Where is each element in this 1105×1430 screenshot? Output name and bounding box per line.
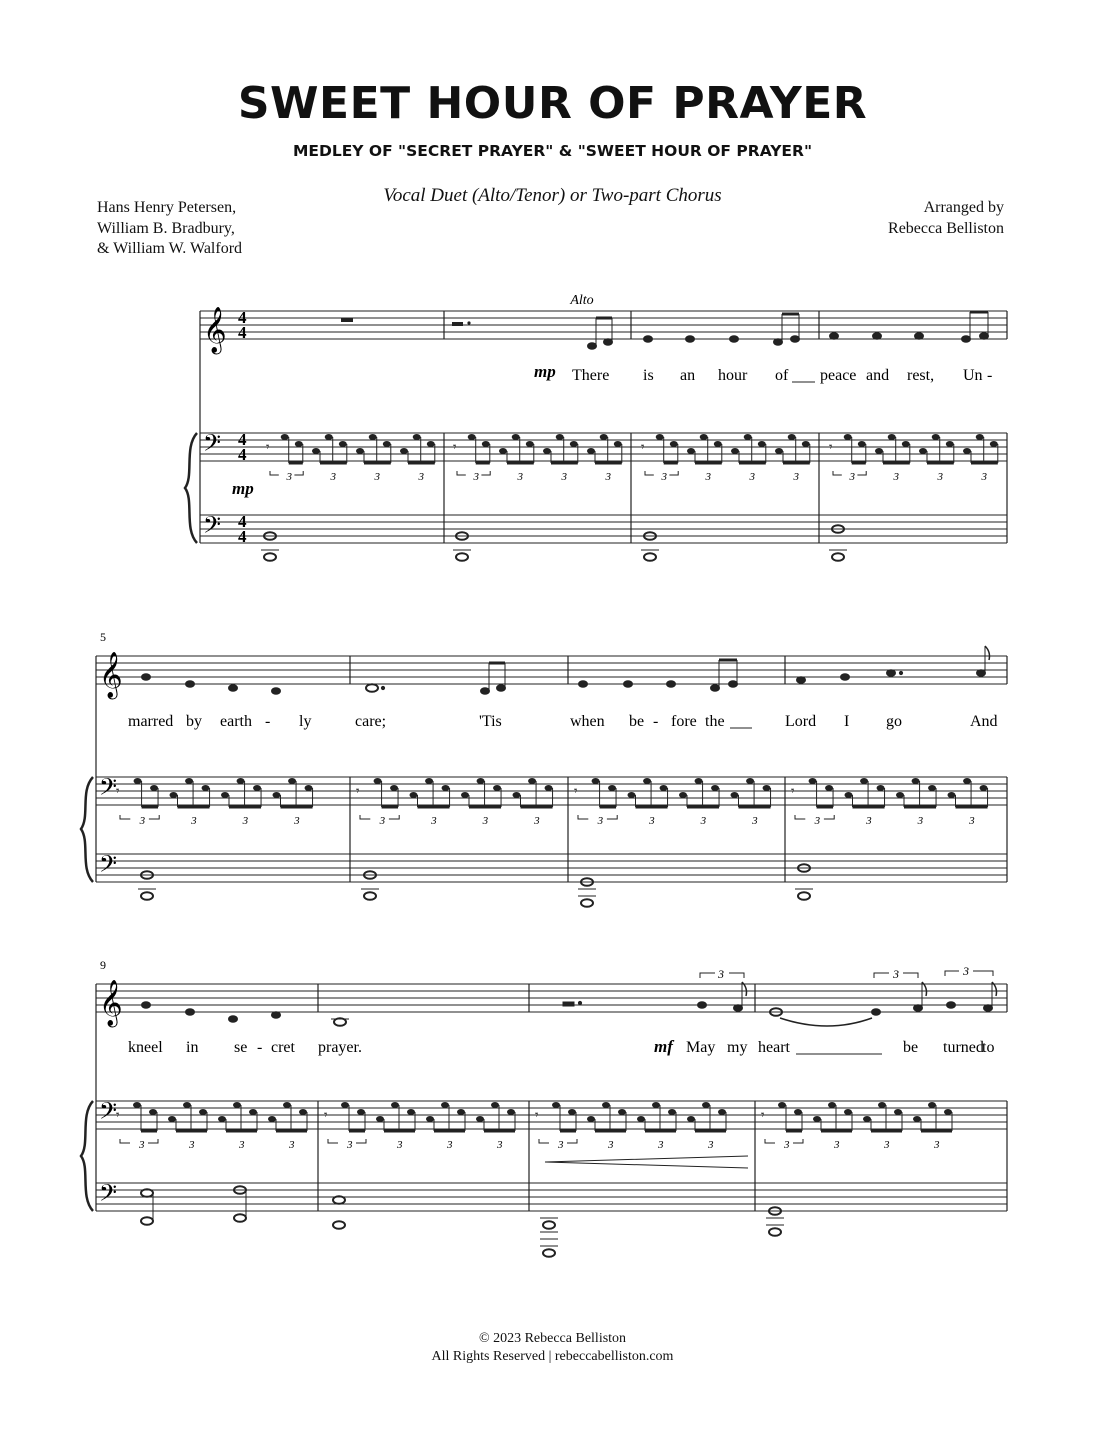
lyric-syllable: cret [271,1039,295,1056]
eighth-rest-icon: 𝄾 [116,1107,120,1122]
treble-clef-icon: 𝄞 [99,652,123,698]
system-2 [81,630,1007,907]
bass-clef-icon: 𝄢 [99,773,118,806]
copyright-line: © 2023 Rebecca Belliston [478,1331,627,1346]
lyrics-line [572,367,992,384]
svg-text:4: 4 [238,430,247,449]
tuplet-number: 3 [330,471,336,483]
tuplet-number: 3 [708,1139,714,1151]
lyric-syllable: is [643,367,654,384]
lyric-syllable: earth [220,713,252,730]
lyric-syllable: May [686,1039,716,1056]
lyric-syllable: Un [963,367,983,384]
lyric-syllable: Lord [785,713,817,730]
lyric-syllable: kneel [128,1039,163,1056]
eighth-rest-icon: 𝄾 [791,783,795,798]
voice-tuplet-numbers [717,964,969,981]
eighth-rest-icon: 𝄾 [574,783,578,798]
tuplet-number: 3 [139,1139,145,1151]
eighth-rest-icon: 𝄾 [829,439,833,454]
tuplet-number: 3 [418,471,424,483]
eighth-rest-icon: 𝄾 [453,439,457,454]
eighth-rest-icon: 𝄾 [116,783,120,798]
tuplet-number: 3 [814,815,821,827]
measure-number: 9 [100,958,106,972]
staff-lines [200,311,1007,543]
piano-brace [81,1101,93,1211]
lyric-syllable: se [234,1039,248,1056]
tuplet-number: 3 [191,815,197,827]
lyric-syllable: the [705,713,725,730]
lyrics-line [128,1039,994,1056]
voicing-note: Vocal Duet (Alto/Tenor) or Two-part Chorus [383,185,722,206]
piano-brace [185,433,197,543]
lyric-syllable: an [680,367,696,384]
tuplet-number: 3 [893,471,899,483]
tuplet-number: 3 [884,1139,890,1151]
tuplet-number: 3 [289,1139,295,1151]
tuplet-number: 3 [605,471,611,483]
time-signature [238,308,247,546]
svg-text:3: 3 [963,964,969,978]
svg-text:4: 4 [238,445,247,464]
tuplet-number: 3 [558,1139,564,1151]
tuplet-number: 3 [374,471,380,483]
lyric-syllable: my [727,1039,748,1056]
composer-line: Hans Henry Petersen, [97,199,237,216]
lyric-syllable: be [903,1039,919,1056]
composer-line: & William W. Walford [97,240,243,257]
tuplet-number: 3 [379,815,386,827]
piano-brace [81,777,93,882]
tuplet-number: 3 [517,471,523,483]
tuplet-number: 3 [189,1139,195,1151]
svg-text:3: 3 [893,967,899,981]
lyric-syllable: marred [128,713,174,730]
tuplet-number: 3 [431,815,437,827]
composer-line: William B. Bradbury, [97,219,235,237]
svg-text:4: 4 [238,308,247,327]
tuplet-number: 3 [658,1139,664,1151]
svg-text:4: 4 [238,323,247,342]
svg-text:4: 4 [238,527,247,546]
tuplet-number: 3 [397,1139,403,1151]
lyric-syllable: - [257,1039,263,1056]
dynamic-marking: mp [232,479,254,498]
lyric-syllable: be [629,713,645,730]
bass-clef-icon: 𝄢 [99,1179,118,1212]
bass-clef-icon: 𝄢 [203,511,222,544]
eighth-rest-icon: 𝄾 [535,1107,539,1122]
page-subtitle: MEDLEY OF "SECRET PRAYER" & "SWEET HOUR OF PRAYER" [292,142,813,160]
lyric-syllable: care; [355,713,387,730]
lyric-syllable: prayer. [318,1039,362,1056]
tuplet-number: 3 [834,1139,840,1151]
arpeggio-pattern [116,778,988,827]
lyrics-line [128,713,998,730]
lyric-syllable: 'Tis [479,713,502,730]
barlines [200,311,1007,543]
lyric-syllable: ly [299,713,312,730]
lyric-syllable: in [186,1039,199,1056]
page-footer [0,1330,1105,1366]
arpeggio-pattern [116,1102,952,1151]
tuplet-number: 3 [242,815,249,827]
lyric-syllable: There [572,367,610,384]
system-3 [81,958,1007,1257]
tuplet-number: 3 [917,815,924,827]
lyric-syllable: hour [718,367,748,384]
tuplet-number: 3 [752,815,758,827]
eighth-rest-icon: 𝄾 [761,1107,765,1122]
svg-text:4: 4 [238,512,247,531]
tuplet-number: 3 [286,471,292,483]
measure-number: 5 [100,630,106,644]
lyric-syllable: - [265,713,271,730]
lyric-syllable: rest, [907,367,935,384]
lyric-syllable: go [886,713,902,730]
tuplet-number: 3 [969,815,975,827]
half-rest-icon [452,322,463,326]
tuplet-number: 3 [937,471,943,483]
lyric-syllable: heart [758,1039,790,1056]
lyric-syllable: I [844,713,850,730]
eighth-rest-icon: 𝄾 [266,439,270,454]
dynamic-marking: mf [654,1037,673,1056]
eighth-rest-icon: 𝄾 [324,1107,328,1122]
svg-text:3: 3 [718,967,724,981]
lyric-syllable: - [987,367,993,384]
tuplet-number: 3 [849,471,855,483]
whole-rest-icon [341,318,353,322]
tuplet-number: 3 [749,471,755,483]
tuplet-number: 3 [447,1139,453,1151]
lyric-syllable: And [970,713,998,730]
tuplet-number: 3 [784,1139,790,1151]
tuplet-number: 3 [597,815,604,827]
system-1 [185,293,1007,561]
arranger-label: Arranged by [923,199,1004,216]
tuplet-number: 3 [934,1139,940,1151]
tuplet-number: 3 [497,1139,503,1151]
tuplet-number: 3 [294,815,300,827]
rights-line: All Rights Reserved | rebeccabelliston.com [431,1349,674,1364]
tuplet-number: 3 [239,1139,245,1151]
tuplet-number: 3 [608,1139,614,1151]
lyric-syllable: when [570,713,605,730]
treble-clef-icon: 𝄞 [99,980,123,1026]
page-title: SWEET HOUR OF PRAYER [237,78,868,129]
arpeggio-pattern [266,434,998,483]
arranger-name: Rebecca Belliston [888,219,1004,237]
lyric-syllable: fore [671,713,697,730]
lyric-syllable: to [982,1039,995,1056]
tuplet-number: 3 [793,471,799,483]
bass-whole-notes [138,864,813,907]
eighth-rest-icon: 𝄾 [356,783,360,798]
tuplet-number: 3 [139,815,146,827]
lyric-syllable: of [775,367,789,384]
bass-clef-icon: 𝄢 [203,429,222,462]
lyric-syllable: turned [943,1039,984,1056]
tuplet-number: 3 [705,471,711,483]
treble-clef-icon: 𝄞 [203,307,227,353]
tuplet-number: 3 [866,815,872,827]
tuplet-number: 3 [981,471,987,483]
tuplet-number: 3 [649,815,655,827]
bass-clef-icon: 𝄢 [99,1097,118,1130]
lyric-syllable: peace [820,367,857,384]
voice-label: Alto [570,293,594,308]
tuplet-number: 3 [473,471,479,483]
dynamic-marking: mp [534,362,556,381]
tuplet-number: 3 [700,815,707,827]
tuplet-number: 3 [534,815,540,827]
tuplet-number: 3 [347,1139,353,1151]
eighth-rest-icon: 𝄾 [641,439,645,454]
bass-clef-icon: 𝄢 [99,850,118,883]
lyric-syllable: - [653,713,659,730]
tuplet-number: 3 [482,815,489,827]
lyric-syllable: by [186,713,202,730]
voice-tuplet-brackets [700,971,993,978]
tuplet-number: 3 [661,471,667,483]
lyric-syllable: and [866,367,890,384]
voice-notes [142,982,997,1026]
crescendo-hairpin [545,1156,748,1168]
tuplet-number: 3 [561,471,567,483]
